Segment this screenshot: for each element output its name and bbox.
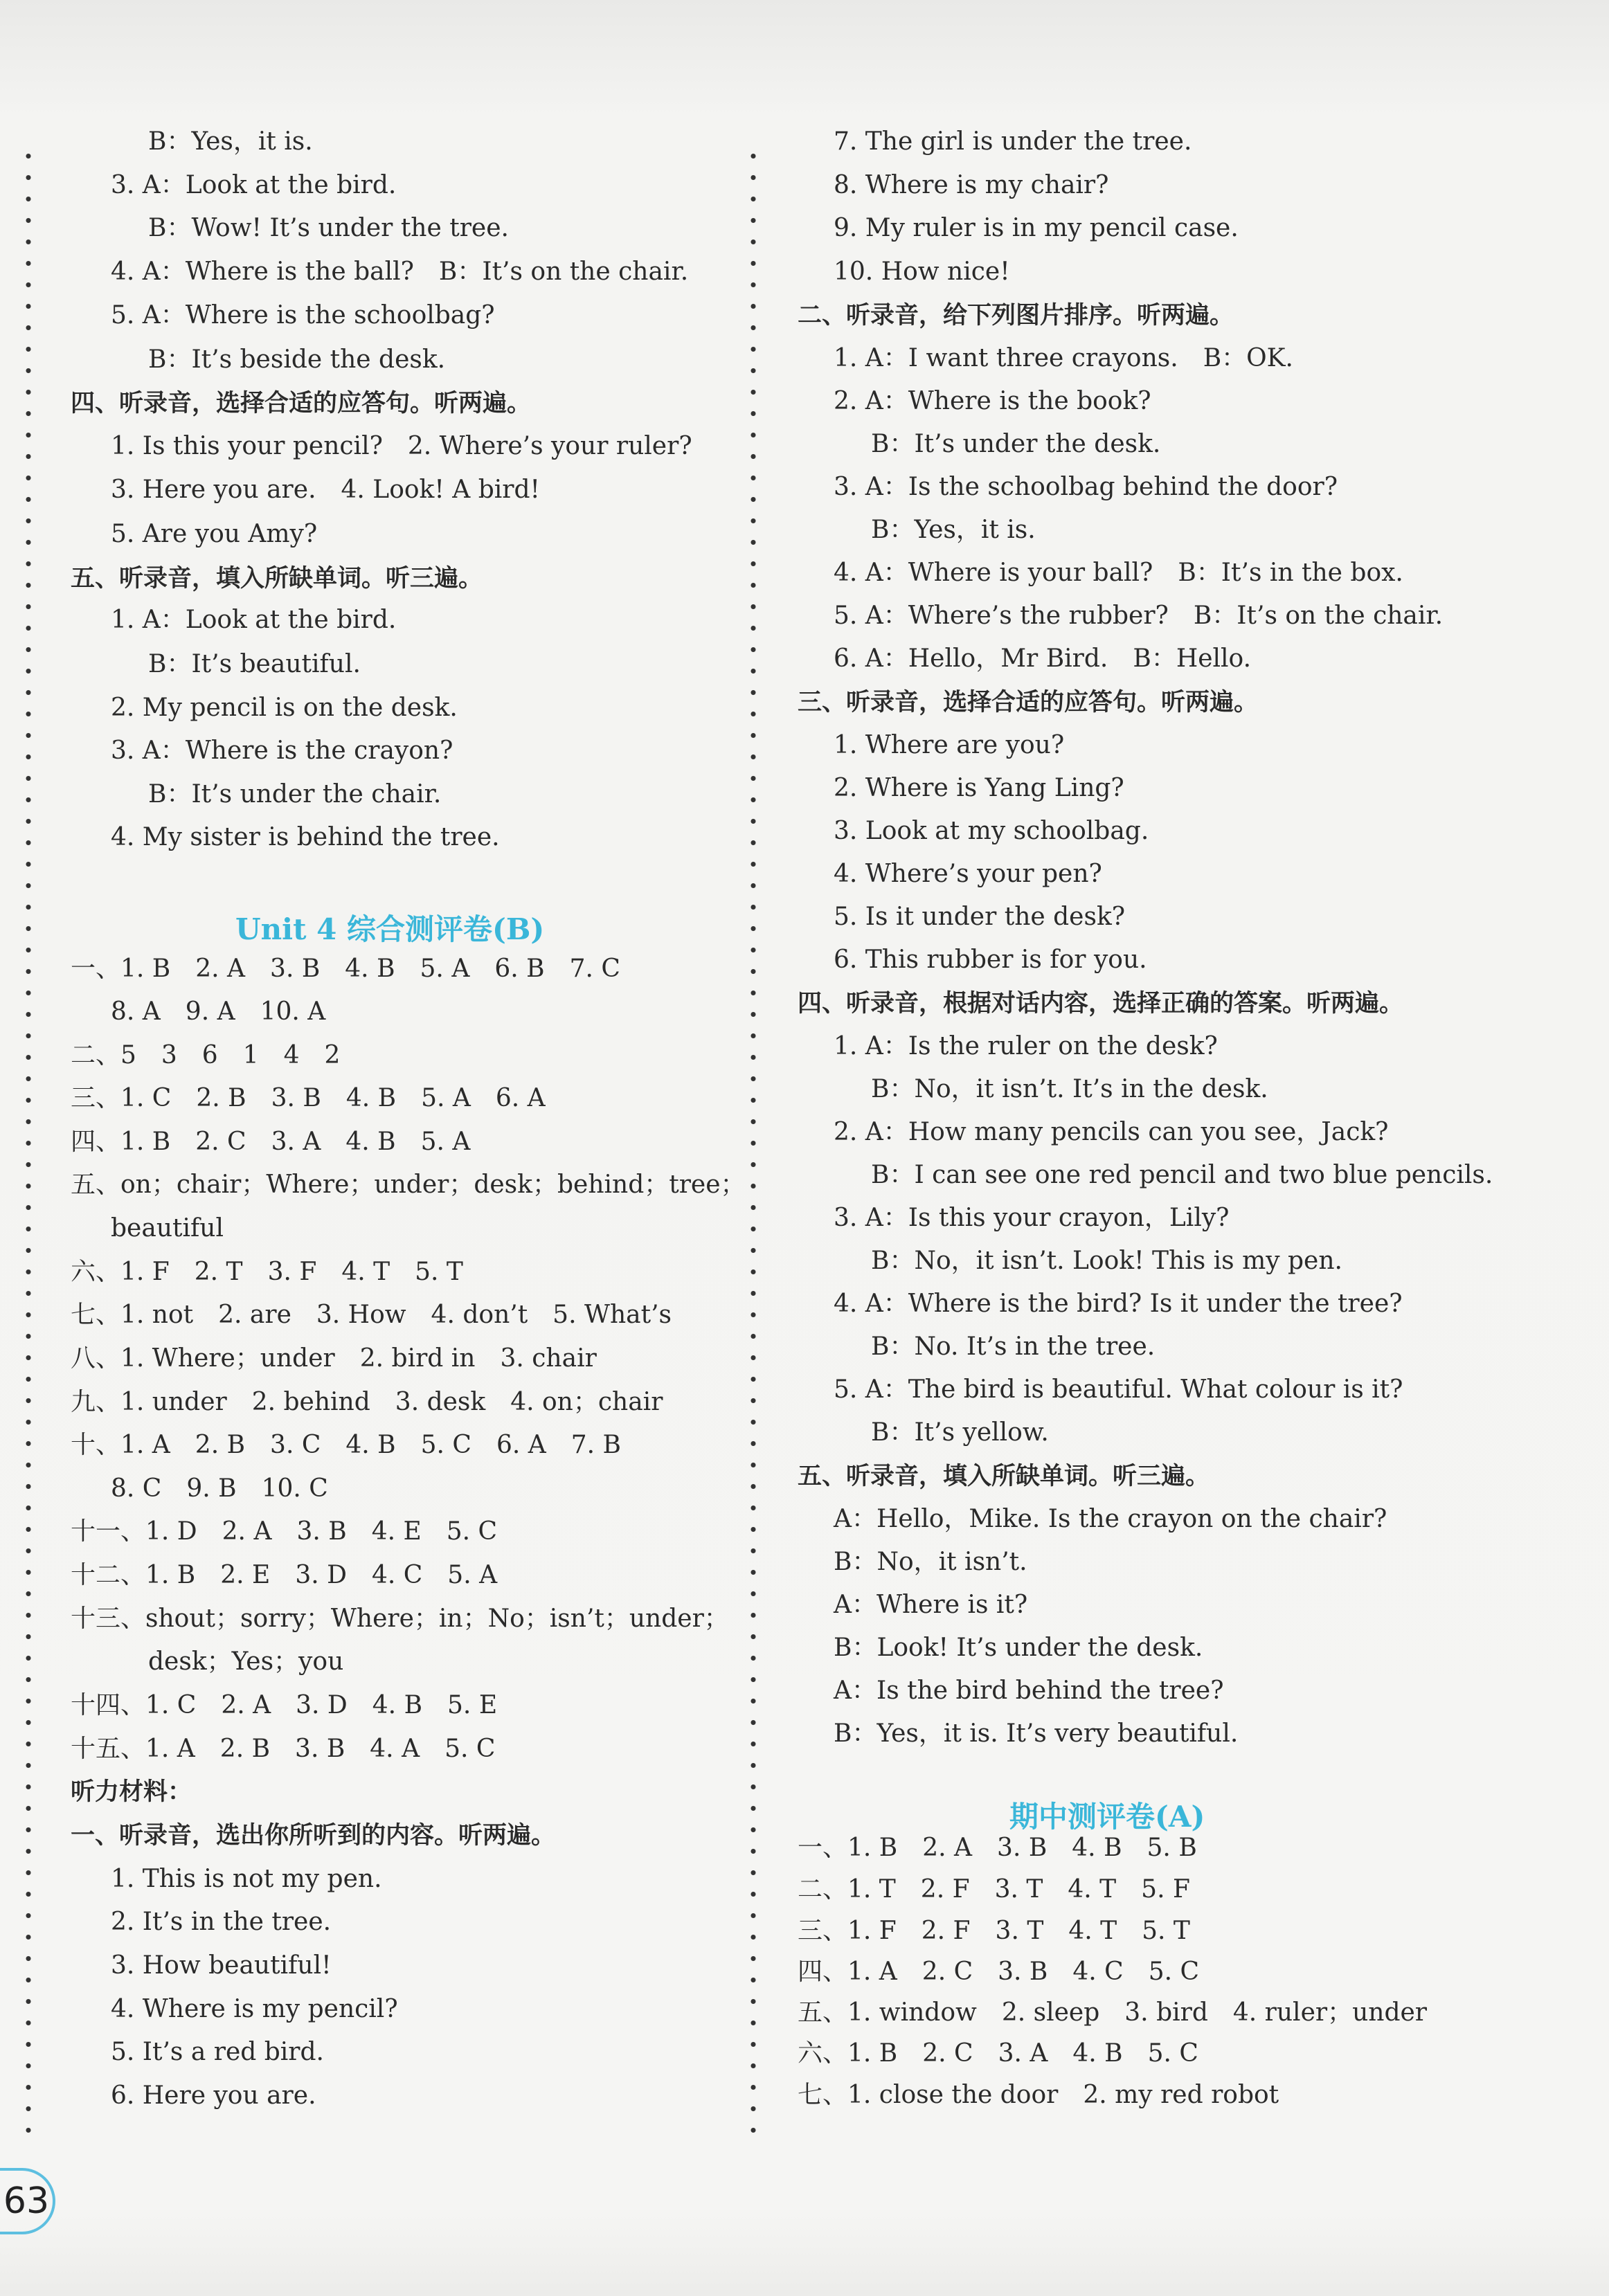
right-line: 7. The girl is under the tree.	[834, 127, 1192, 156]
left-line: 十四、1. C 2. A 3. D 4. B 5. E	[71, 1691, 498, 1719]
right-line: 6. This rubber is for you.	[834, 946, 1147, 974]
left-line: 十三、shout；sorry；Where；in；No；isn’t；under；	[71, 1605, 729, 1633]
right-line: B：Look! It’s under the desk.	[834, 1634, 1203, 1662]
center-binding-dots	[750, 145, 757, 2139]
left-line: 五、on；chair；Where；under；desk；behind；tree；	[71, 1170, 746, 1199]
right-line: A：Hello，Mike. Is the crayon on the chair?	[834, 1505, 1387, 1533]
right-line: 四、听录音，根据对话内容，选择正确的答案。听两遍。	[798, 990, 1404, 1018]
left-line: 一、1. B 2. A 3. B 4. B 5. A 6. B 7. C	[71, 955, 620, 983]
right-line: 6. A：Hello，Mr Bird. B：Hello.	[834, 644, 1252, 673]
left-line: 十五、1. A 2. B 3. B 4. A 5. C	[71, 1735, 496, 1763]
right-line: B：I can see one red pencil and two blue pencils.	[871, 1161, 1493, 1189]
left-binding-dots	[25, 145, 32, 2139]
left-line: 2. It’s in the tree.	[111, 1908, 332, 1936]
left-line: 6. Here you are.	[111, 2081, 316, 2110]
right-line: 5. Is it under the desk?	[834, 903, 1126, 931]
right-line: 2. A：Where is the book?	[834, 387, 1151, 415]
left-line: 3. A：Look at the bird.	[111, 171, 397, 199]
right-column	[798, 0, 1587, 2296]
left-line: B：Yes，it is.	[148, 127, 313, 156]
right-section-title: 期中测评卷(A)	[1009, 1800, 1205, 1834]
right-line: 8. Where is my chair?	[834, 171, 1109, 199]
right-line: 一、1. B 2. A 3. B 4. B 5. B	[798, 1834, 1197, 1862]
right-line: 4. A：Where is your ball? B：It’s in the box.	[834, 559, 1403, 587]
right-line: A：Where is it?	[834, 1591, 1028, 1619]
left-line: 3. How beautiful!	[111, 1951, 332, 1980]
left-line: 1. This is not my pen.	[111, 1865, 382, 1893]
right-line: 3. A：Is this your crayon，Lily?	[834, 1204, 1230, 1232]
left-line: 5. A：Where is the schoolbag?	[111, 301, 495, 329]
right-line: B：No. It’s in the tree.	[871, 1332, 1156, 1361]
left-line: 5. Are you Amy?	[111, 520, 318, 548]
left-line: 六、1. F 2. T 3. F 4. T 5. T	[71, 1258, 463, 1286]
right-line: 4. Where’s your pen?	[834, 860, 1102, 888]
right-line: 2. A：How many pencils can you see，Jack?	[834, 1118, 1389, 1146]
left-line: 4. My sister is behind the tree.	[111, 823, 500, 851]
right-line: 二、听录音，给下列图片排序。听两遍。	[798, 302, 1234, 329]
left-line: beautiful	[111, 1214, 224, 1242]
right-line: 4. A：Where is the bird? Is it under the tree?	[834, 1290, 1403, 1318]
left-line: B：It’s beside the desk.	[148, 345, 446, 374]
left-line: 8. C 9. B 10. C	[111, 1474, 328, 1503]
left-line: 四、听录音，选择合适的应答句。听两遍。	[71, 390, 532, 417]
right-line: 六、1. B 2. C 3. A 4. B 5. C	[798, 2039, 1198, 2068]
right-line: B：It’s under the desk.	[871, 430, 1161, 458]
left-line: 七、1. not 2. are 3. How 4. don’t 5. What’s	[71, 1301, 672, 1329]
page-number: 63	[0, 2168, 55, 2234]
left-line: 1. Is this your pencil? 2. Where’s your ruler?	[111, 432, 692, 460]
left-line: 5. It’s a red bird.	[111, 2038, 325, 2066]
left-line: B：It’s beautiful.	[148, 650, 361, 678]
left-line: desk；Yes；you	[148, 1647, 344, 1676]
left-line: 九、1. under 2. behind 3. desk 4. on；chair	[71, 1388, 663, 1416]
left-line: 8. A 9. A 10. A	[111, 997, 326, 1026]
right-line: B：Yes，it is. It’s very beautiful.	[834, 1719, 1239, 1748]
left-line: 2. My pencil is on the desk.	[111, 694, 458, 722]
left-line: 十一、1. D 2. A 3. B 4. E 5. C	[71, 1517, 498, 1546]
left-line: 4. Where is my pencil?	[111, 1995, 398, 2023]
right-line: 二、1. T 2. F 3. T 4. T 5. F	[798, 1875, 1190, 1904]
left-line: B：Wow! It’s under the tree.	[148, 214, 509, 242]
right-line: 2. Where is Yang Ling?	[834, 774, 1124, 802]
right-line: 五、1. window 2. sleep 3. bird 4. ruler；under	[798, 1998, 1428, 2027]
left-line: 十二、1. B 2. E 3. D 4. C 5. A	[71, 1561, 498, 1589]
left-line: 4. A：Where is the ball? B：It’s on the chair.	[111, 257, 689, 286]
left-column	[71, 0, 746, 2296]
left-line: 二、5 3 6 1 4 2	[71, 1041, 341, 1069]
right-line: 三、1. F 2. F 3. T 4. T 5. T	[798, 1917, 1190, 1945]
left-line: 1. A：Look at the bird.	[111, 606, 397, 634]
left-line: 四、1. B 2. C 3. A 4. B 5. A	[71, 1128, 471, 1156]
right-line: 1. Where are you?	[834, 731, 1065, 759]
left-line: B：It’s under the chair.	[148, 780, 442, 808]
left-section-title: Unit 4 综合测评卷(B)	[235, 912, 545, 946]
left-line: 一、听录音，选出你所听到的内容。听两遍。	[71, 1822, 556, 1850]
left-line: 五、听录音，填入所缺单词。听三遍。	[71, 565, 483, 593]
left-line: 3. Here you are. 4. Look! A bird!	[111, 476, 540, 504]
right-line: B：No，it isn’t. Look! This is my pen.	[871, 1247, 1342, 1275]
right-line: 七、1. close the door 2. my red robot	[798, 2081, 1279, 2109]
left-line: 听力材料：	[71, 1778, 192, 1806]
right-line: B：Yes，it is.	[871, 516, 1036, 544]
left-line: 三、1. C 2. B 3. B 4. B 5. A 6. A	[71, 1084, 546, 1112]
right-line: 五、听录音，填入所缺单词。听三遍。	[798, 1463, 1210, 1490]
left-line: 3. A：Where is the crayon?	[111, 736, 453, 765]
right-line: 3. A：Is the schoolbag behind the door?	[834, 473, 1338, 501]
right-line: 3. Look at my schoolbag.	[834, 817, 1149, 845]
right-line: B：No，it isn’t. It’s in the desk.	[871, 1075, 1268, 1103]
left-line: 八、1. Where；under 2. bird in 3. chair	[71, 1344, 597, 1373]
right-line: A：Is the bird behind the tree?	[834, 1676, 1224, 1705]
right-line: 1. A：I want three crayons. B：OK.	[834, 344, 1293, 372]
right-line: 1. A：Is the ruler on the desk?	[834, 1032, 1218, 1060]
right-line: 5. A：The bird is beautiful. What colour is it?	[834, 1375, 1403, 1404]
right-line: 三、听录音，选择合适的应答句。听两遍。	[798, 689, 1259, 716]
right-line: 9. My ruler is in my pencil case.	[834, 214, 1239, 242]
right-line: 10. How nice!	[834, 257, 1010, 286]
right-line: 四、1. A 2. C 3. B 4. C 5. C	[798, 1958, 1200, 1986]
right-line: 5. A：Where’s the rubber? B：It’s on the chair.	[834, 602, 1444, 630]
left-line: 十、1. A 2. B 3. C 4. B 5. C 6. A 7. B	[71, 1431, 621, 1459]
right-line: B：No，it isn’t.	[834, 1548, 1027, 1576]
right-line: B：It’s yellow.	[871, 1418, 1049, 1447]
